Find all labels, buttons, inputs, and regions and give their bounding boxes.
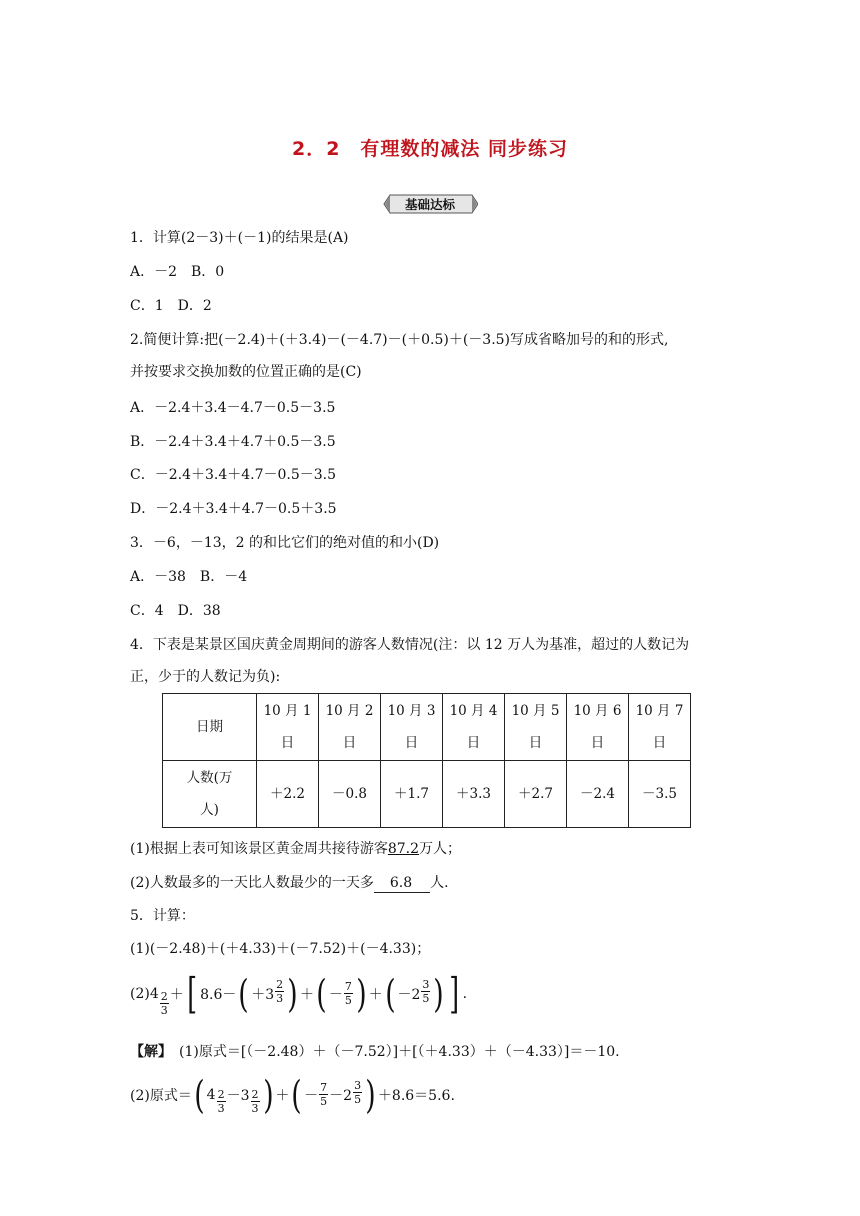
- solution-tag: 【解】: [130, 1044, 165, 1060]
- fraction: $\frac{2}{3}$: [217, 1088, 225, 1115]
- tourist-table: [162, 693, 691, 828]
- badge-label: 基础达标: [404, 197, 455, 212]
- section-badge: [382, 194, 478, 214]
- table-date-cell: 10 月 7 日: [629, 694, 691, 761]
- table-date-cell: 10 月 3 日: [381, 694, 443, 761]
- q4-stem-line1: 4．下表是某景区国庆黄金周期间的游客人数情况(注：以 12 万人为基准，超过的人数记为: [130, 637, 690, 653]
- table-header-label: 日期: [163, 694, 257, 761]
- table-value-cell: ＋2.7: [505, 761, 567, 828]
- q1-options-c-d: C．1 D．2: [130, 298, 212, 314]
- q3-stem: 3．－6，－13，2 的和比它们的绝对值的和小(D): [130, 535, 440, 551]
- table-date-cell: 10 月 5 日: [505, 694, 567, 761]
- q5-sub1: (1)(－2.48)＋(＋4.33)＋(－7.52)＋(－4.33)；: [130, 941, 431, 957]
- table-value-cell: －2.4: [567, 761, 629, 828]
- q4-sub2-answer: 6.8: [374, 875, 430, 893]
- solution-part1: 【解】 (1)原式＝[（－2.48）＋（－7.52）]＋[（＋4.33）＋（－4.33）]＝－10.: [130, 1044, 620, 1060]
- q2-stem-line2: 并按要求交换加数的位置正确的是(C): [130, 364, 362, 380]
- fraction: $\frac{2}{3}$: [251, 1088, 259, 1115]
- table-row-values: [163, 761, 691, 828]
- q5-stem: 5．计算：: [130, 908, 195, 924]
- table-value-cell: －0.8: [319, 761, 381, 828]
- table-value-cell: ＋1.7: [381, 761, 443, 828]
- q4-sub1-answer: 87.2: [387, 841, 420, 857]
- fraction: $\frac{3}{5}$: [422, 978, 430, 1005]
- table-value-cell: ＋2.2: [257, 761, 319, 828]
- fraction: $\frac{2}{3}$: [276, 978, 284, 1005]
- table-date-cell: 10 月 2 日: [319, 694, 381, 761]
- q2-option-a: A．－2.4＋3.4－4.7－0.5－3.5: [130, 400, 336, 416]
- page-title: 2．2 有理数的减法 同步练习: [291, 138, 569, 160]
- q1-options-a-b: A．－2 B．0: [130, 264, 225, 280]
- fraction: $\frac{2}{3}$: [160, 990, 168, 1017]
- table-date-cell: 10 月 4 日: [443, 694, 505, 761]
- q4-stem-line2: 正，少于的人数记为负):: [130, 669, 281, 685]
- table-row-dates: [163, 694, 691, 761]
- table-row-label: 人数(万 人): [163, 761, 257, 828]
- q4-sub2: (2)人数最多的一天比人数最少的一天多 6.8 人.: [130, 875, 449, 891]
- table-date-cell: 10 月 1 日: [257, 694, 319, 761]
- fraction: $\frac{7}{5}$: [344, 980, 352, 1007]
- q2-stem-line1: 2.简便计算:把(－2.4)＋(＋3.4)－(－4.7)－(＋0.5)＋(－3.5)写成省略加号的和的形式,: [130, 332, 669, 348]
- q4-sub1: (1)根据上表可知该景区黄金周共接待游客87.2万人；: [130, 841, 462, 857]
- q2-option-c: C．－2.4＋3.4＋4.7－0.5－3.5: [130, 467, 337, 483]
- q2-option-b: B．－2.4＋3.4＋4.7＋0.5－3.5: [130, 434, 336, 450]
- q3-options-a-b: A．－38 B．－4: [130, 569, 248, 585]
- fraction: $\frac{7}{5}$: [320, 1081, 328, 1108]
- solution-part2: (2)原式＝ ( 4 $\frac{2}{3}$ －3 $\frac{2}{3}$ ) ＋ ( － $\frac{7}{5}$ －2 $\frac{3}{5}$ ) ＋8.6＝5.6.: [130, 1072, 455, 1117]
- table-date-cell: 10 月 6 日: [567, 694, 629, 761]
- fraction: $\frac{3}{5}$: [354, 1079, 362, 1106]
- q5-sub2-expression: (2)4 $\frac{2}{3}$ ＋ [ 8.6－ ( ＋3 $\frac{2}{3}$ ) ＋ ( － $\frac{7}{5}$ ) ＋ ( －2 $\frac{3}{5}$ ) ] .: [130, 968, 468, 1018]
- q2-option-d: D．－2.4＋3.4＋4.7－0.5＋3.5: [130, 501, 337, 517]
- table-value-cell: ＋3.3: [443, 761, 505, 828]
- q1-stem: 1．计算(2－3)＋(－1)的结果是(A): [130, 230, 349, 246]
- table-value-cell: －3.5: [629, 761, 691, 828]
- q3-options-c-d: C．4 D．38: [130, 603, 221, 619]
